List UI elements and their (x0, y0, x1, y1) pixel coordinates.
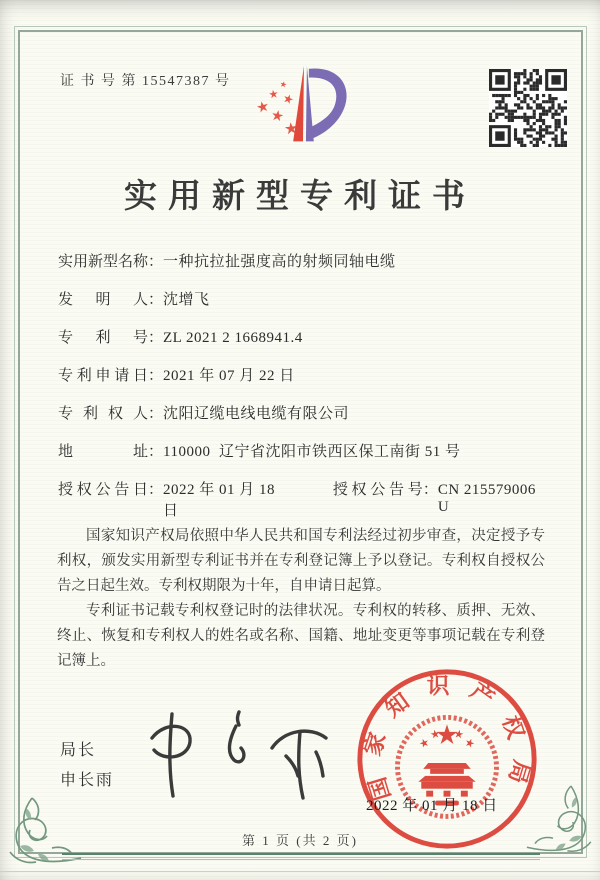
certificate-title: 实用新型专利证书 (124, 179, 476, 215)
page-number: 第 1 页 (共 2 页) (242, 833, 358, 848)
second-page-edge (0, 871, 600, 872)
field-label: 发明人 (58, 292, 148, 308)
field-value: ZL 2021 2 1668941.4 (163, 330, 303, 346)
legal-paragraph-1: 国家知识产权局依照中华人民共和国专利法经过初步审查，决定授予专利权，颁发实用新型专利证书并在专利登记簿上予以登记。专利权自授权公告之日起生效。专利权期限为十年，自申请日起算。 (57, 528, 545, 594)
certificate-number: 证 书 号 第 15547387 号 (60, 74, 231, 89)
field-colon: ： (148, 444, 164, 460)
signer-name: 申长雨 (60, 772, 115, 789)
field-label: 专利号 (58, 330, 148, 346)
field-row-invention-name (58, 250, 546, 288)
signer-block (60, 736, 114, 796)
cnipa-logo-icon (248, 60, 356, 160)
field-label: 授权公告号 (332, 482, 423, 498)
field-label: 专利申请日 (58, 368, 148, 384)
field-row-patent-number (58, 326, 546, 364)
grant-date-pair (58, 478, 289, 520)
field-label: 专利权人 (58, 406, 148, 422)
field-value: 一种抗拉扯强度高的射频同轴电缆 (163, 254, 396, 270)
field-value: 2022 年 01 月 18 日 (163, 482, 280, 519)
field-value: 110000 辽宁省沈阳市铁西区保工南街 51 号 (163, 444, 461, 460)
qr-code (489, 69, 567, 147)
signature-script-icon (140, 700, 340, 810)
field-value: 2021 年 07 月 22 日 (163, 368, 295, 384)
field-row-inventor (58, 288, 546, 326)
field-colon: ： (148, 254, 164, 270)
signer-title: 局长 (60, 742, 97, 759)
field-label: 实用新型名称 (58, 254, 149, 270)
field-list (58, 250, 546, 519)
field-colon: ： (148, 292, 164, 308)
field-row-grant (58, 478, 546, 519)
field-colon: ： (148, 482, 164, 498)
grant-number-pair (333, 478, 546, 516)
field-value: CN 215579006 U (437, 482, 541, 515)
legal-text (57, 524, 545, 674)
official-seal (348, 660, 546, 858)
field-label: 授权公告日 (58, 482, 148, 498)
field-label: 地址 (58, 444, 148, 460)
field-row-patentee (58, 402, 546, 440)
field-value: 沈增飞 (163, 292, 210, 308)
field-row-filing-date (58, 364, 546, 402)
field-row-address (58, 440, 546, 478)
field-colon: ： (148, 406, 164, 422)
field-colon: ： (422, 482, 438, 498)
legal-paragraph-2: 专利证书记载专利权登记时的法律状况。专利权的转移、质押、无效、终止、恢复和专利权人的姓名或名称、国籍、地址变更等事项记载在专利登记簿上。 (57, 603, 545, 669)
field-colon: ： (148, 368, 164, 384)
seal-date: 2022 年 01 月 18 日 (366, 798, 498, 814)
field-colon: ： (148, 330, 164, 346)
seal-arc-text: 国家知识产权局 (359, 673, 535, 804)
bottom-rule (62, 853, 540, 860)
field-value: 沈阳辽缆电线电缆有限公司 (163, 406, 350, 422)
